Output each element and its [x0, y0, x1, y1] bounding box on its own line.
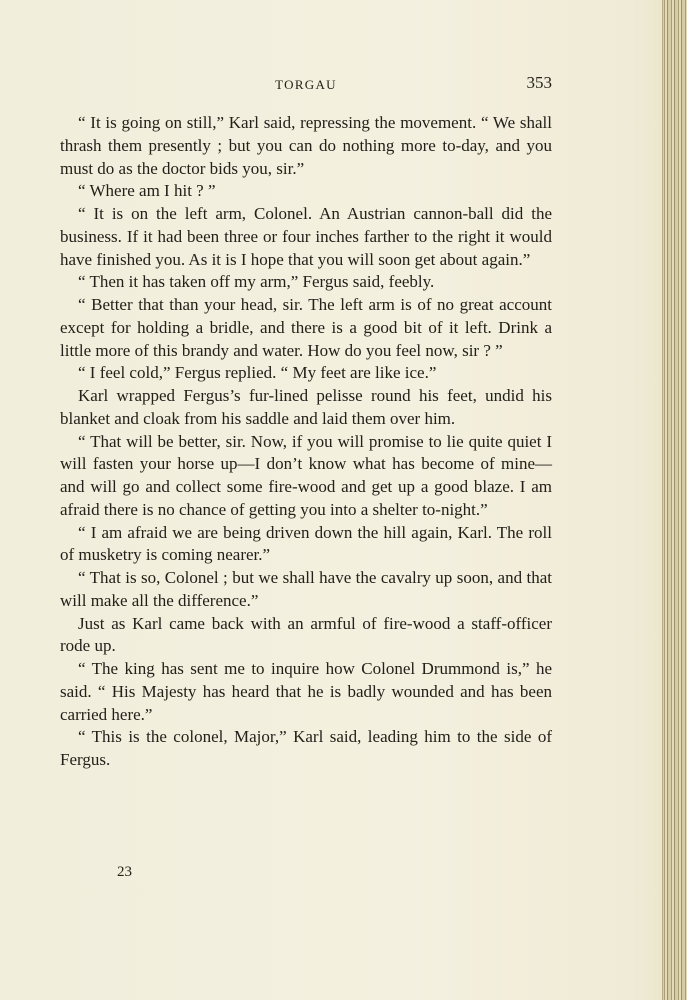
paragraph: “ Where am I hit ? ”: [78, 181, 216, 201]
paragraph: “ It is going on still,” Karl said, repressing the movement. “ We shall thrash them presently ; but you can do nothing more to-day, and you must do as the doctor bids you, sir.”: [60, 113, 552, 178]
paragraph: “ I am afraid we are being driven down the hill again, Karl. The roll of musketry is coming nearer.”: [60, 522, 552, 565]
signature-mark: 23: [117, 864, 132, 880]
body-text: [60, 112, 552, 772]
paragraph: “ That will be better, sir. Now, if you will promise to lie quite quiet I will fasten your horse up—I don’t know what has become of mine—and will go and collect some fire-wood and get up a good blaze. I am afraid there is no chance of getting you into a shelter to-night.”: [60, 431, 552, 519]
paragraph: “ This is the colonel, Major,” Karl said, leading him to the side of Fergus.: [60, 727, 552, 769]
page-number: 353: [526, 73, 552, 92]
paragraph: “ The king has sent me to inquire how Colonel Drummond is,” he said. “ His Majesty has heard that he is badly wounded and has been carried here.”: [60, 659, 552, 724]
paragraph: “ Then it has taken off my arm,” Fergus said, feebly.: [78, 272, 435, 292]
running-head: TORGAU: [275, 77, 337, 92]
page-edge: [662, 0, 687, 1000]
paragraph: “ Better that than your head, sir. The left arm is of no great account except for holding a bridle, and there is a good bit of it left. Drink a little more of this brandy and water. How do you feel now, sir ? ”: [60, 295, 552, 360]
paragraph: “ I feel cold,” Fergus replied. “ My feet are like ice.”: [78, 363, 437, 383]
paragraph: “ That is so, Colonel ; but we shall have the cavalry up soon, and that will make all the difference.”: [60, 568, 552, 610]
paragraph: “ It is on the left arm, Colonel. An Austrian cannon-ball did the business. If it had been three or four inches farther to the right it would have finished you. As it is I hope that you will soon get about again.”: [60, 204, 552, 269]
page-header: [60, 73, 552, 95]
paragraph: Just as Karl came back with an armful of fire-wood a staff-officer rode up.: [60, 613, 552, 656]
paragraph: Karl wrapped Fergus’s fur-lined pelisse round his feet, undid his blanket and cloak from his saddle and laid them over him.: [60, 386, 552, 428]
